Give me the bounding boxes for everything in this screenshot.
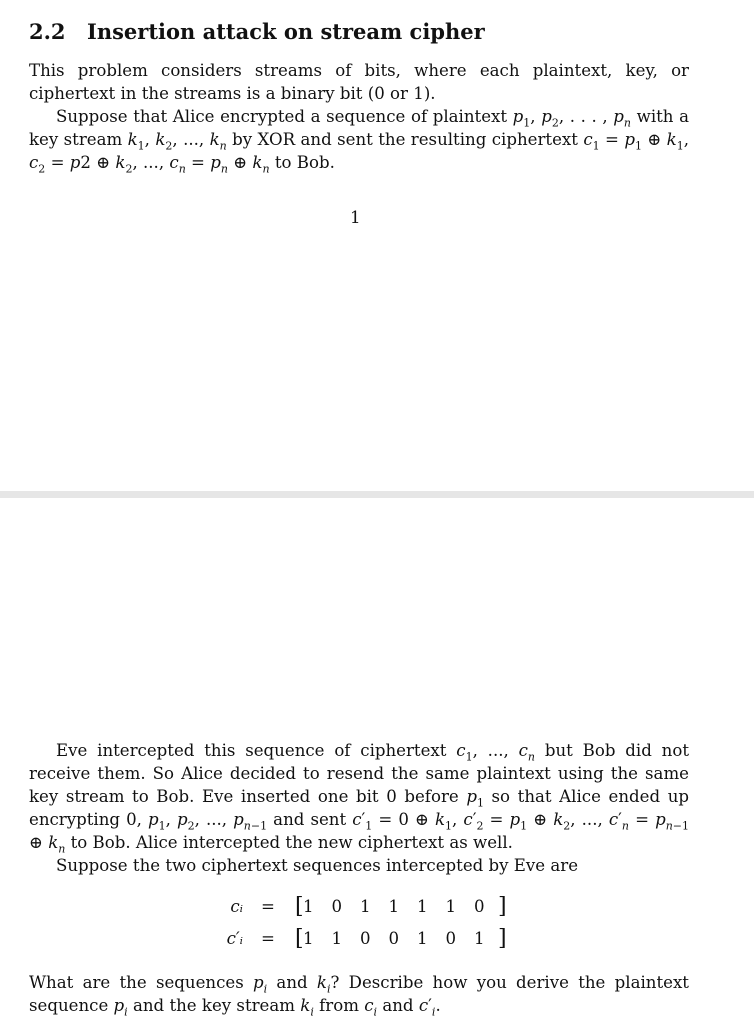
bit: 1 <box>331 929 343 948</box>
bracket-right: ] <box>498 926 507 951</box>
vector-ci-prime <box>303 929 503 948</box>
equation-ci-prime-label: c′ᵢ <box>226 929 243 948</box>
bit: 1 <box>360 897 371 916</box>
section-number: 2.2 <box>29 19 66 44</box>
question-paragraph: What are the sequences $p_i$ and $k_i$? Describe how you derive the plaintext sequence $p_i$ and the key stream $k_i$ from $c_i$ and $c'_i$. <box>29 973 689 1019</box>
section-title: Insertion attack on stream cipher <box>87 19 485 44</box>
page-number: 1 <box>350 208 361 227</box>
bracket-right: ] <box>498 894 507 919</box>
equals-sign: = <box>261 897 275 916</box>
equation-ci <box>215 894 515 923</box>
bit: 1 <box>417 897 428 916</box>
intro-paragraph: This problem considers streams of bits, where each plaintext, key, or ciphertext in the streams is a binary bit (0 or 1). <box>29 61 689 103</box>
bracket-left: [ <box>295 926 304 951</box>
bit: 1 <box>303 897 314 916</box>
bracket-left: [ <box>295 894 304 919</box>
section-heading <box>29 18 485 46</box>
equation-ci-label: cᵢ <box>230 897 243 916</box>
bit: 1 <box>474 929 485 948</box>
equals-sign: = <box>261 929 275 948</box>
bit: 0 <box>445 929 457 948</box>
bit: 1 <box>303 929 314 948</box>
alice-paragraph: Suppose that Alice encrypted a sequence of plaintext $p_1$, $p_2$, . . . , $p_n$ with a key stream $k_1$, $k_2$, ..., $k_n$ by XOR and sent the resulting ciphertext $c_1 = p_1$ ⊕ $k_1$, $c_2 = p2$ ⊕ $k_2$, ..., $c_n = p_n$ ⊕ $k_n$ to Bob. <box>29 107 689 176</box>
page-divider <box>0 491 754 498</box>
vector-ci <box>303 897 503 916</box>
eve-paragraph: Eve intercepted this sequence of ciphertext $c_1$, ..., $c_n$ but Bob did not receive them. So Alice decided to resend the same plaintext using the same key stream to Bob. Eve inserted one bit 0 before $p_1$ so that Alice ended up encrypting 0, $p_1$, $p_2$, ..., $p_{n-1}$ and sent $c'_1 = 0$ ⊕ $k_1$, $c'_2 = p_1$ ⊕ $k_2$, ..., $c'_n = p_{n-1}$ ⊕ $k_n$ to Bob. Alice intercepted the new ciphertext as well. <box>29 741 689 856</box>
bit: 0 <box>388 929 400 948</box>
bit: 0 <box>360 929 371 948</box>
bit: 1 <box>388 897 400 916</box>
bit: 0 <box>474 897 485 916</box>
bit: 1 <box>417 929 428 948</box>
bit: 0 <box>331 897 343 916</box>
suppose-paragraph: Suppose the two ciphertext sequences intercepted by Eve are <box>56 856 579 875</box>
equation-ci-prime <box>215 926 515 955</box>
bit: 1 <box>445 897 457 916</box>
